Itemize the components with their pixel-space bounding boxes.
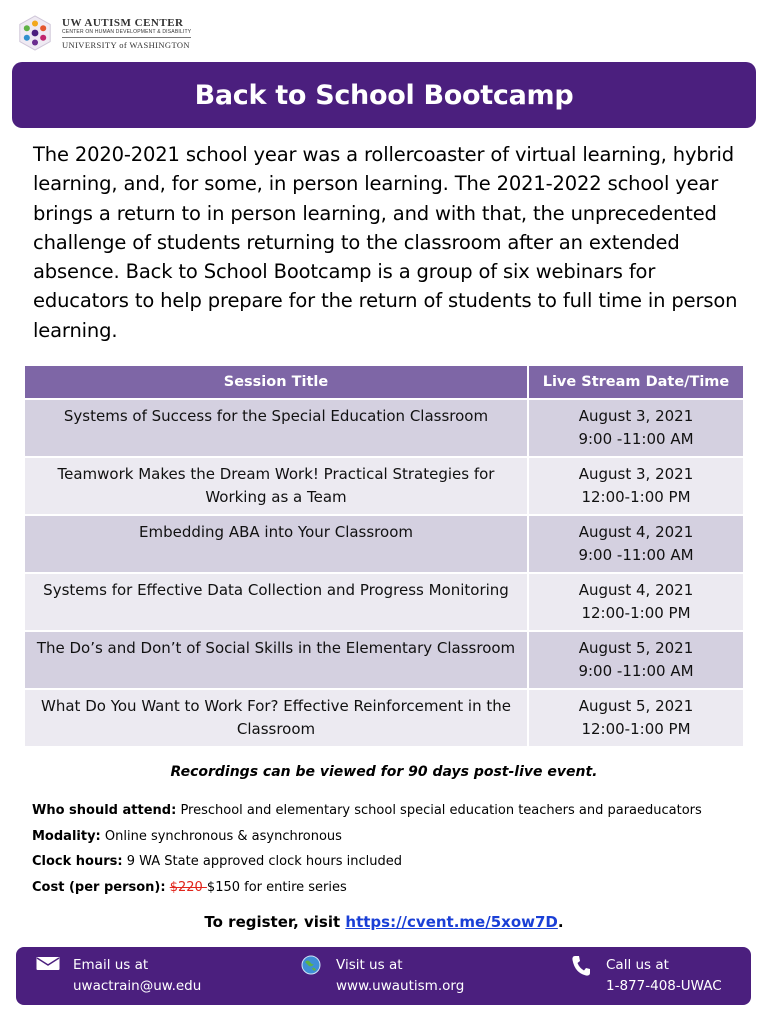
website-contact bbox=[298, 955, 464, 997]
hours-label: Clock hours: bbox=[32, 854, 123, 869]
table-header-row bbox=[25, 366, 743, 398]
session-date: August 4, 2021 bbox=[578, 523, 694, 541]
session-datetime bbox=[529, 398, 743, 456]
table-row bbox=[25, 456, 743, 514]
logo-icon bbox=[16, 14, 54, 52]
session-time: 9:00 -11:00 AM bbox=[578, 546, 694, 564]
uw-autism-center-logo bbox=[16, 12, 191, 54]
session-title: The Do’s and Don’t of Social Skills in the Elementary Classroom bbox=[25, 630, 529, 688]
website-url[interactable]: www.uwautism.org bbox=[336, 978, 465, 994]
phone-icon bbox=[568, 955, 594, 975]
session-datetime bbox=[529, 688, 743, 746]
email-label: Email us at bbox=[73, 957, 149, 973]
globe-icon bbox=[298, 955, 324, 975]
sessions-table bbox=[25, 366, 743, 746]
cost-new-price: $150 for entire series bbox=[206, 879, 347, 895]
recordings-note: Recordings can be viewed for 90 days post-live event. bbox=[170, 764, 598, 780]
register-line bbox=[0, 913, 768, 931]
logo-subtitle: CENTER ON HUMAN DEVELOPMENT & DISABILITY bbox=[62, 29, 191, 38]
page-title: Back to School Bootcamp bbox=[194, 79, 574, 111]
session-date: August 3, 2021 bbox=[578, 465, 694, 483]
session-datetime bbox=[529, 456, 743, 514]
envelope-icon bbox=[35, 955, 61, 975]
table-row bbox=[25, 688, 743, 746]
register-link[interactable]: https://cvent.me/5xow7D bbox=[345, 913, 558, 931]
header-live-stream: Live Stream Date/Time bbox=[529, 366, 743, 398]
session-date: August 5, 2021 bbox=[578, 639, 694, 657]
register-suffix: . bbox=[557, 913, 564, 931]
session-title: Systems for Effective Data Collection and Progress Monitoring bbox=[25, 572, 529, 630]
who-label: Who should attend: bbox=[32, 803, 177, 818]
session-datetime bbox=[529, 514, 743, 572]
intro-paragraph: The 2020-2021 school year was a rollercoaster of virtual learning, hybrid learning, and, for some, in person learning. The 2021-2022 school year brings a return to in person learning, and with that, the unprecedented challenge of students returning to the classroom after an extended absence. Back to School Bootcamp is a group of six webinars for educators to help prepare for the return of students to full time in person learning. bbox=[33, 143, 738, 342]
register-prefix: To register, visit bbox=[204, 913, 346, 931]
cost-label: Cost (per person): bbox=[32, 879, 166, 895]
modality-label: Modality: bbox=[32, 828, 101, 844]
who-value: Preschool and elementary school special education teachers and paraeducators bbox=[180, 803, 702, 818]
clock-hours bbox=[32, 849, 702, 875]
session-title: What Do You Want to Work For? Effective Reinforcement in the Classroom bbox=[25, 688, 529, 746]
logo-university: UNIVERSITY of WASHINGTON bbox=[62, 39, 190, 50]
modality bbox=[32, 824, 702, 850]
header-session-title: Session Title bbox=[25, 366, 529, 398]
phone-label: Call us at bbox=[606, 957, 669, 973]
session-time: 12:00-1:00 PM bbox=[581, 720, 691, 738]
table-row bbox=[25, 572, 743, 630]
table-row bbox=[25, 514, 743, 572]
who-should-attend bbox=[32, 798, 702, 824]
modality-value: Online synchronous & asynchronous bbox=[104, 828, 342, 844]
title-banner bbox=[12, 62, 756, 128]
phone-number[interactable]: 1-877-408-UWAC bbox=[606, 978, 722, 994]
cost-old-price: $220 bbox=[169, 879, 207, 895]
hours-value: 9 WA State approved clock hours included bbox=[126, 854, 402, 869]
logo-title: UW AUTISM CENTER bbox=[62, 16, 184, 29]
session-date: August 5, 2021 bbox=[578, 697, 694, 715]
session-time: 9:00 -11:00 AM bbox=[578, 430, 694, 448]
event-details bbox=[32, 798, 702, 900]
phone-contact bbox=[568, 955, 722, 997]
session-title: Systems of Success for the Special Education Classroom bbox=[25, 398, 529, 456]
email-address[interactable]: uwactrain@uw.edu bbox=[73, 978, 202, 994]
email-contact bbox=[35, 955, 201, 997]
session-title: Teamwork Makes the Dream Work! Practical Strategies for Working as a Team bbox=[25, 456, 529, 514]
session-datetime bbox=[529, 630, 743, 688]
session-time: 9:00 -11:00 AM bbox=[578, 662, 694, 680]
session-date: August 3, 2021 bbox=[578, 407, 694, 425]
table-row bbox=[25, 630, 743, 688]
contact-footer bbox=[16, 947, 751, 1005]
session-title: Embedding ABA into Your Classroom bbox=[25, 514, 529, 572]
table-row bbox=[25, 398, 743, 456]
session-date: August 4, 2021 bbox=[578, 581, 694, 599]
session-time: 12:00-1:00 PM bbox=[581, 604, 691, 622]
session-datetime bbox=[529, 572, 743, 630]
session-time: 12:00-1:00 PM bbox=[581, 488, 691, 506]
website-label: Visit us at bbox=[336, 957, 403, 973]
cost bbox=[32, 875, 702, 901]
